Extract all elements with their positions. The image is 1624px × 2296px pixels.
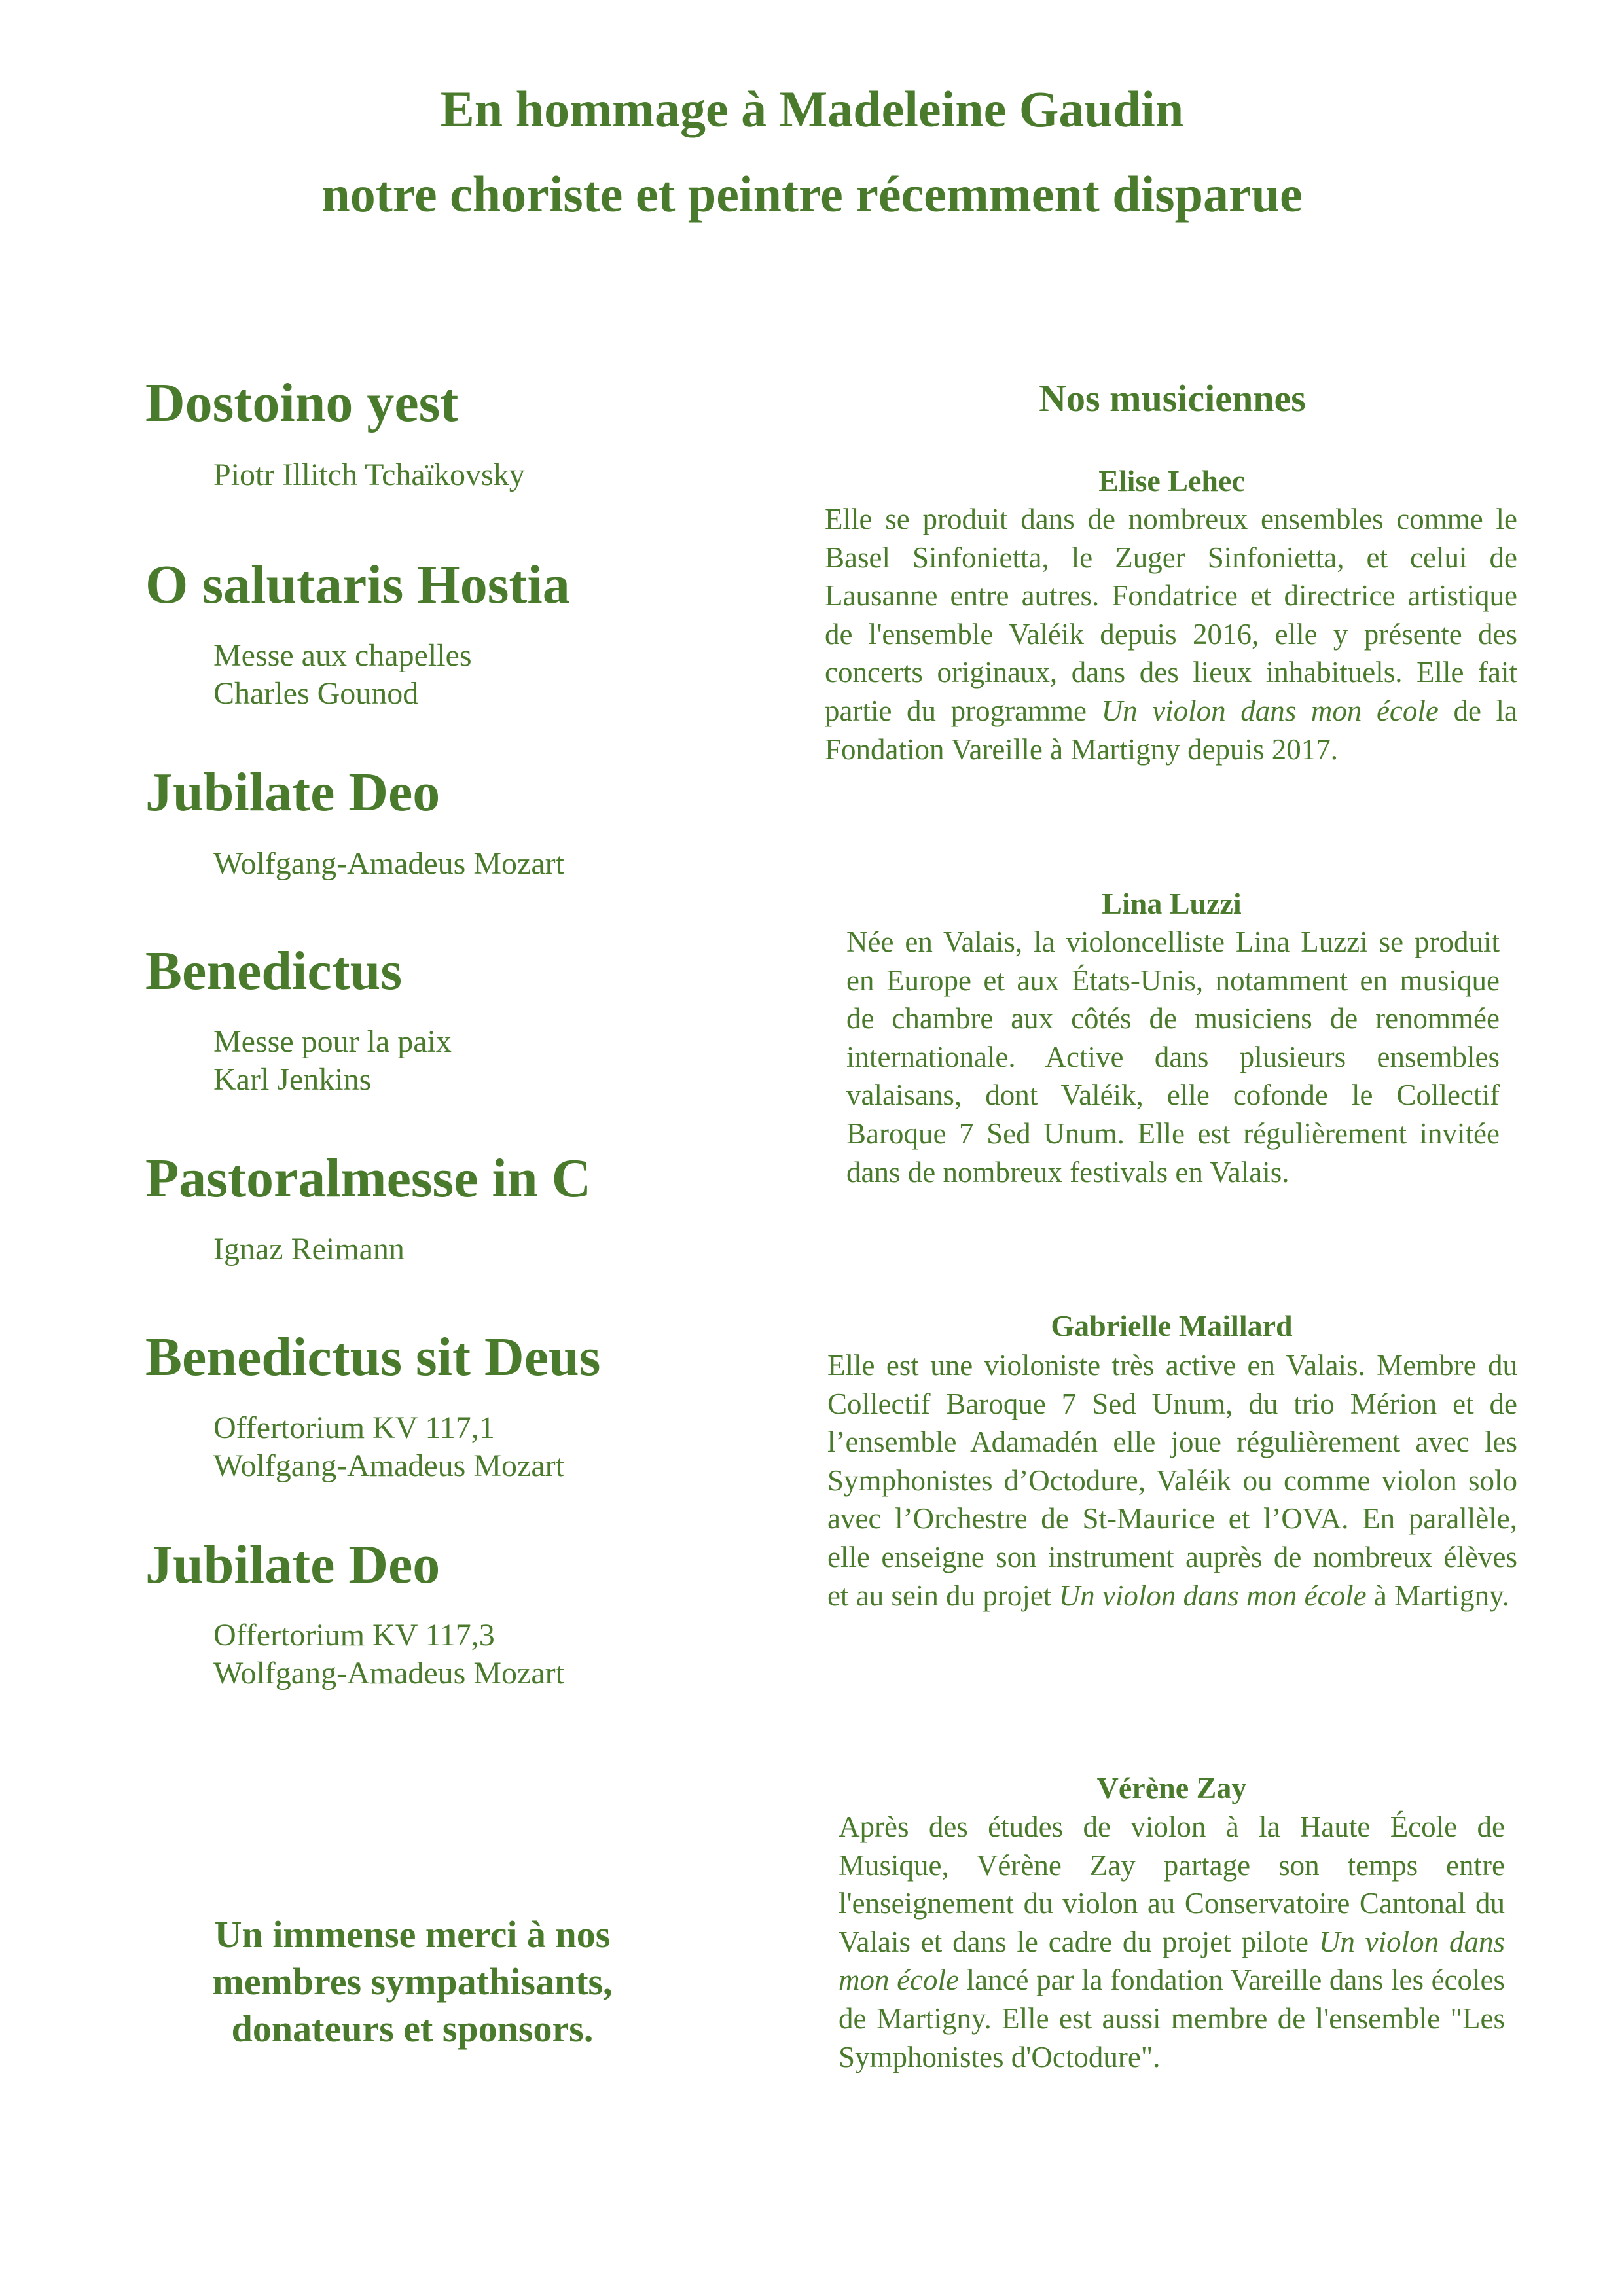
- piece-work: Messe aux chapelles: [213, 638, 472, 673]
- piece-title: Jubilate Deo: [145, 762, 441, 823]
- musician-name: Vérène Zay: [1096, 1771, 1247, 1804]
- piece-work: Messe pour la paix: [213, 1024, 452, 1059]
- piece-title: O salutaris Hostia: [145, 554, 570, 615]
- thanks-line: membres sympathisants,: [212, 1960, 613, 2003]
- musician-bio: Elle se produit dans de nombreux ensembles comme le Basel Sinfonietta, le Zuger Sinfonietta, et celui de Lausanne entre autres. Fondatrice et directrice artistique de l'ensemble Valéik depuis 2016, elle y présente des concerts originaux, dans des lieux inhabituels. Elle fait partie du programme Un violon dans mon école de la Fondation Vareille à Martigny depuis 2017.: [825, 503, 1517, 766]
- header-line-2: notre choriste et peintre récemment disparue: [321, 166, 1303, 223]
- piece-title: Benedictus sit Deus: [145, 1327, 601, 1388]
- program-name: Un violon dans mon école: [1058, 1579, 1367, 1612]
- piece-composer: Wolfgang-Amadeus Mozart: [213, 1448, 564, 1483]
- piece-work: Offertorium KV 117,1: [213, 1410, 495, 1445]
- header-line-1: En hommage à Madeleine Gaudin: [440, 81, 1184, 137]
- piece-composer: Charles Gounod: [213, 676, 419, 711]
- musician-bio: Après des études de violon à la Haute École de Musique, Vérène Zay partage son temps entre l'enseignement du violon au Conservatoire Cantonal du Valais et dans le cadre du projet pilote Un violon dans mon école lancé par la fondation Vareille dans les écoles de Martigny. Elle est aussi membre de l'ensemble "Les Symphonistes d'Octodure".: [839, 1810, 1506, 2073]
- program-name: Un violon dans mon école: [839, 1925, 1505, 1997]
- musician-name: Gabrielle Maillard: [1051, 1309, 1293, 1342]
- piece-title: Dostoino yest: [145, 372, 459, 433]
- piece-title: Jubilate Deo: [145, 1534, 441, 1595]
- piece-composer: Wolfgang-Amadeus Mozart: [213, 1656, 564, 1691]
- musician-name: Elise Lehec: [1098, 464, 1245, 497]
- piece-composer: Ignaz Reimann: [213, 1232, 405, 1266]
- thanks-line: Un immense merci à nos: [214, 1913, 611, 1956]
- piece-title: Benedictus: [145, 941, 403, 1001]
- musician-name: Lina Luzzi: [1102, 887, 1242, 920]
- program-name: Un violon dans mon école: [1101, 694, 1439, 727]
- piece-title: Pastoralmesse in C: [145, 1148, 592, 1209]
- piece-composer: Piotr Illitch Tchaïkovsky: [213, 457, 525, 492]
- thanks-line: donateurs et sponsors.: [231, 2007, 594, 2050]
- piece-composer: Wolfgang-Amadeus Mozart: [213, 846, 564, 881]
- musician-bio: Elle est une violoniste très active en Valais. Membre du Collectif Baroque 7 Sed Unum, du trio Mérion et de l’ensemble Adamadén elle joue régulièrement avec les Symphonistes d’Octodure, Valéik ou comme violon solo avec l’Orchestre de St-Maurice et l’OVA. En parallèle, elle enseigne son instrument auprès de nombreux élèves et au sein du projet Un violon dans mon école à Martigny.: [827, 1349, 1517, 1612]
- piece-work: Offertorium KV 117,3: [213, 1618, 495, 1653]
- musicians-heading: Nos musiciennes: [1039, 377, 1306, 420]
- thanks-note: [151, 1911, 674, 2053]
- musician-bio: Née en Valais, la violoncelliste Lina Luzzi se produit en Europe et aux États-Unis, notamment en musique de chambre aux côtés de musiciens de renommée internationale. Active dans plusieurs ensembles valaisans, dont Valéik, elle cofonde le Collectif Baroque 7 Sed Unum. Elle est régulièrement invitée dans de nombreux festivals en Valais.: [846, 925, 1500, 1189]
- piece-composer: Karl Jenkins: [213, 1062, 372, 1097]
